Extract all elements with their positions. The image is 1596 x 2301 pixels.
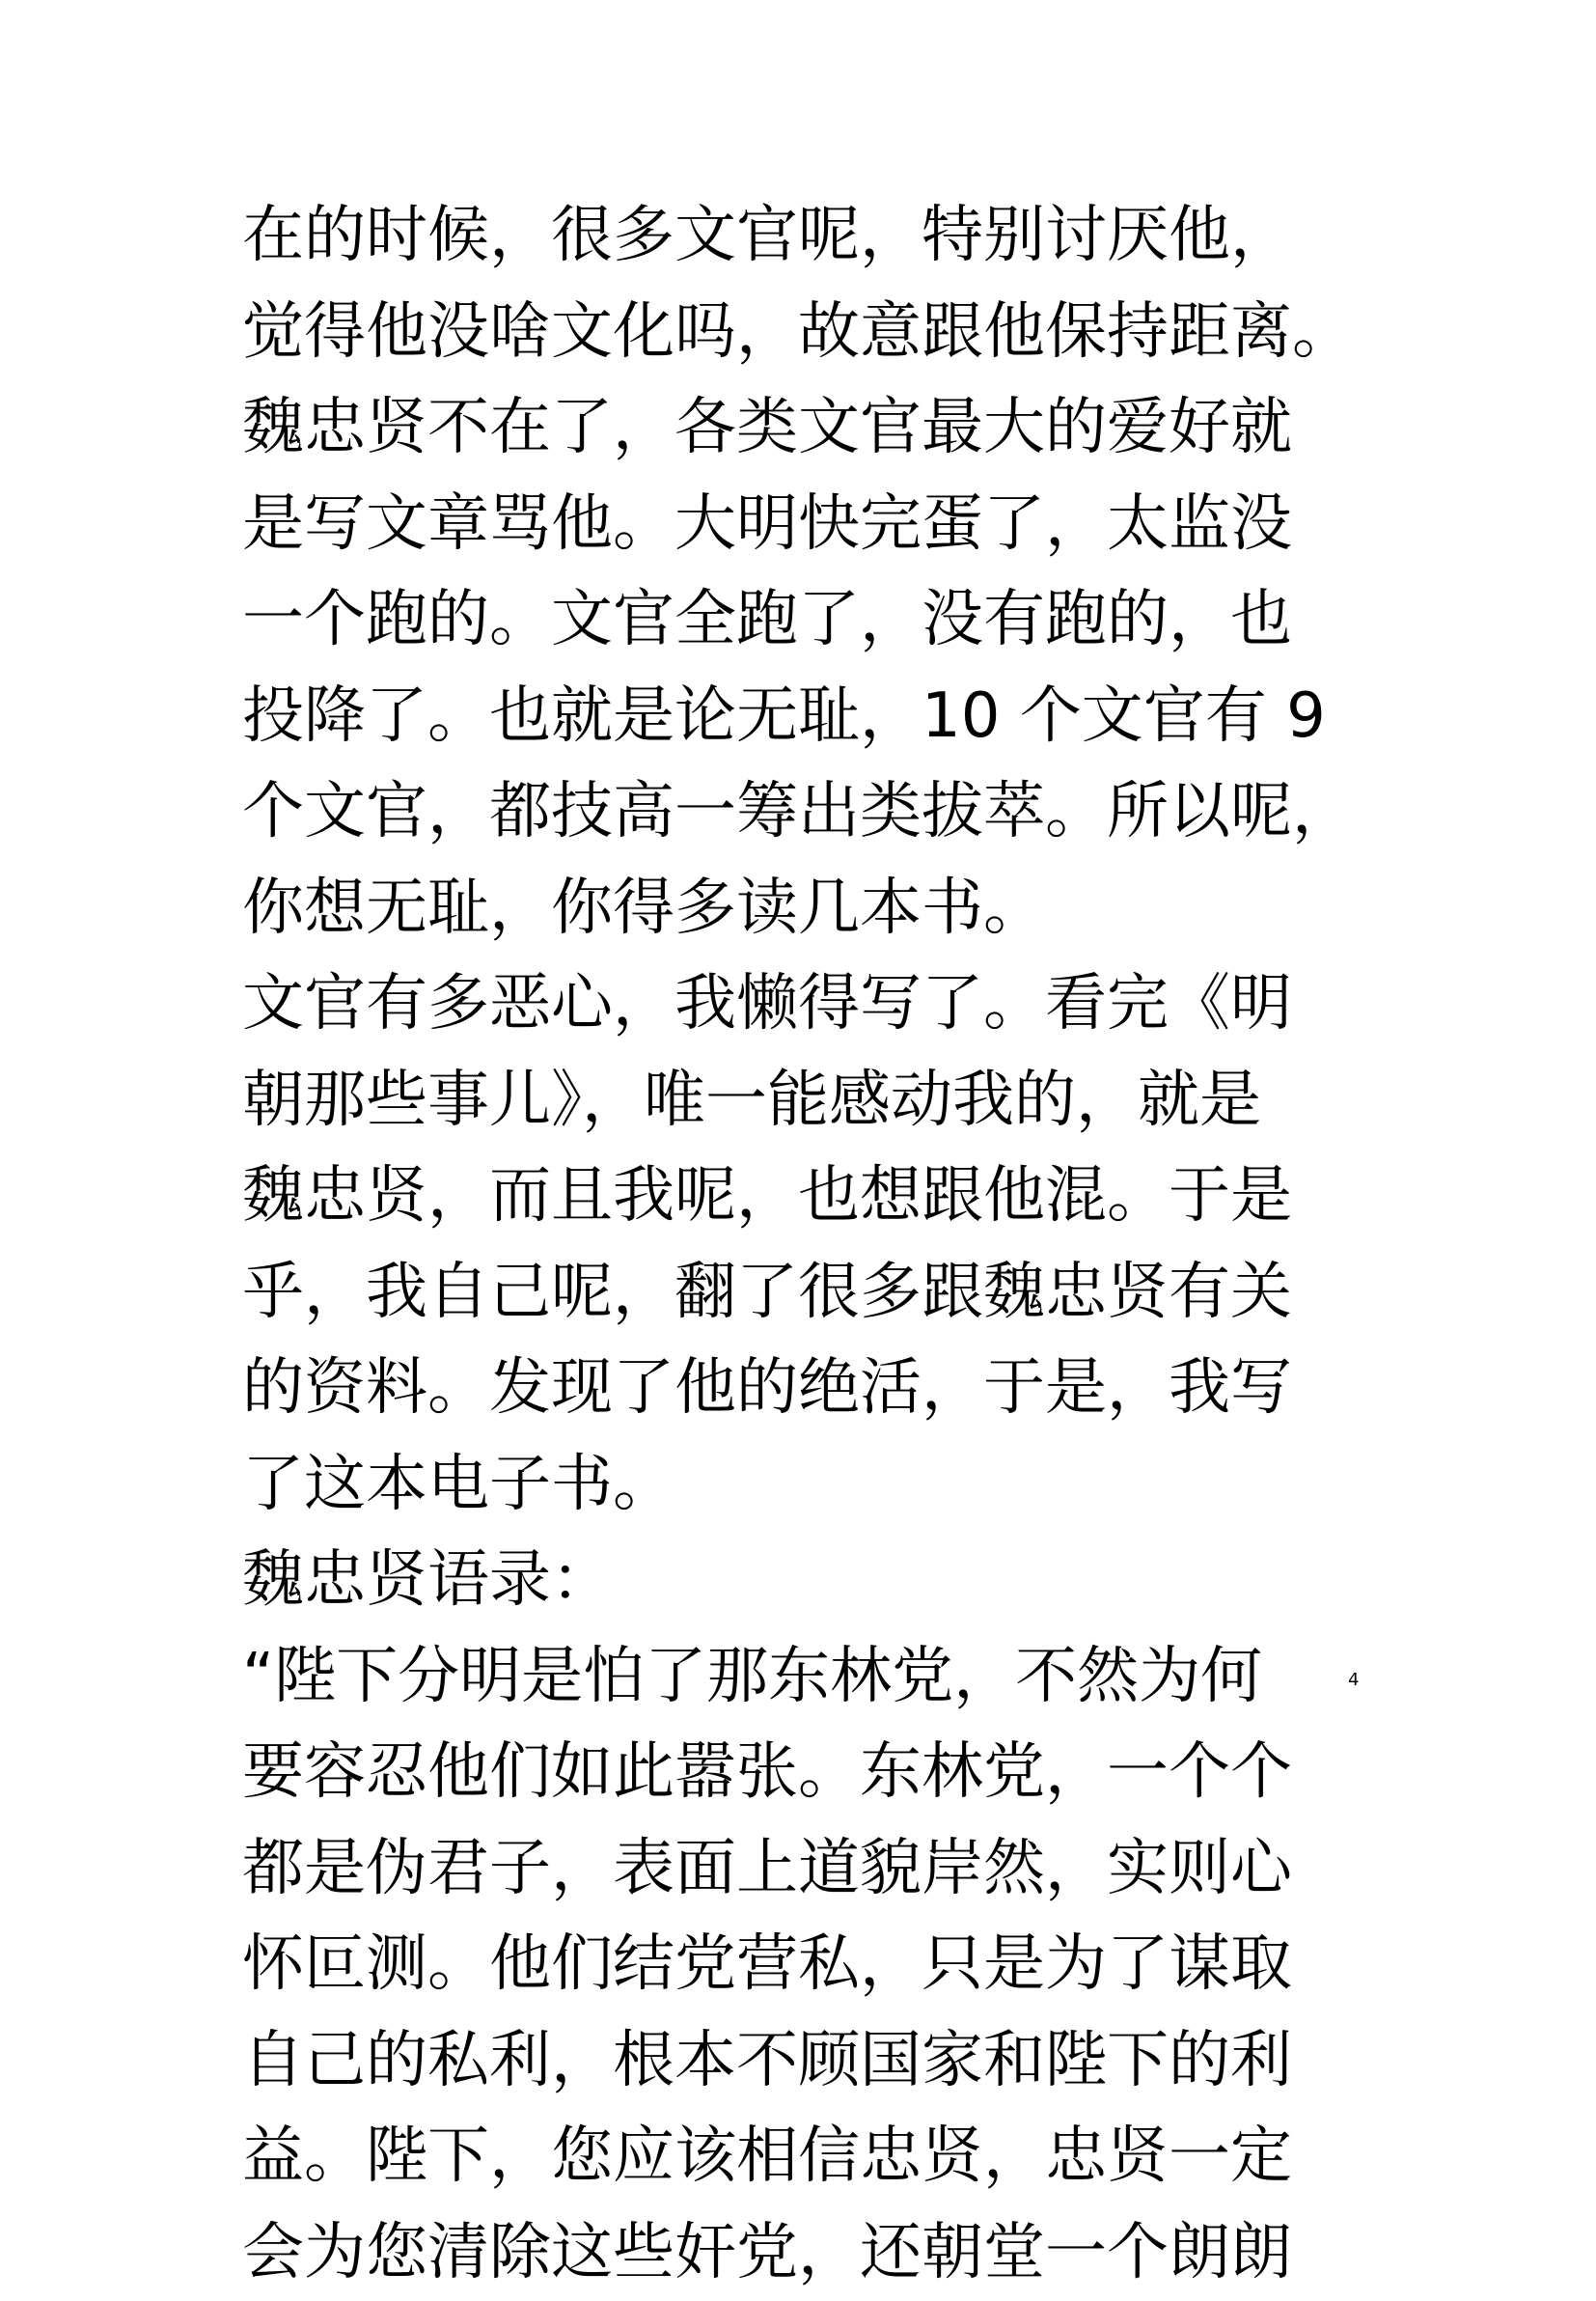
text-line: 乎，我自己呢，翻了很多跟魏忠贤有关 [242,1245,1458,1342]
text-line: 要容忍他们如此嚣张。东林党，一个个 [242,1725,1458,1821]
text-line: 魏忠贤语录： [242,1533,1458,1629]
text-line: 益。陛下，您应该相信忠贤，忠贤一定 [242,2109,1458,2205]
text-line: 你想无耻，你得多读几本书。 [242,861,1458,957]
text-line: 个文官，都技高一筹出类拔萃。所以呢， [242,764,1458,861]
page-number: 4 [1348,1670,1359,1691]
text-line: “陛下分明是怕了那东林党，不然为何 [242,1629,1458,1726]
text-line: 在的时候，很多文官呢，特别讨厌他， [242,188,1458,285]
page-body [242,188,1458,2301]
text-line: 会为您清除这些奸党，还朝堂一个朗朗 [242,2205,1458,2301]
text-line: 都是伪君子，表面上道貌岸然，实则心 [242,1821,1458,1918]
text-line: 魏忠贤，而且我呢，也想跟他混。于是 [242,1149,1458,1245]
text-line: 是写文章骂他。大明快完蛋了，太监没 [242,477,1458,573]
text-line: 自己的私利，根本不顾国家和陛下的利 [242,2013,1458,2110]
text-line: 一个跑的。文官全跑了，没有跑的，也 [242,572,1458,669]
text-line: 文官有多恶心，我懒得写了。看完《明 [242,956,1458,1053]
text-line: 朝那些事儿》，唯一能感动我的，就是 [242,1053,1458,1150]
text-line: 投降了。也就是论无耻，10 个文官有 9 [242,669,1458,765]
text-line: 怀叵测。他们结党营私，只是为了谋取 [242,1917,1458,2013]
text-line: 的资料。发现了他的绝活，于是，我写 [242,1341,1458,1437]
text-line: 了这本电子书。 [242,1437,1458,1534]
text-line: 觉得他没啥文化吗，故意跟他保持距离。 [242,285,1458,381]
text-line: 魏忠贤不在了，各类文官最大的爱好就 [242,380,1458,477]
